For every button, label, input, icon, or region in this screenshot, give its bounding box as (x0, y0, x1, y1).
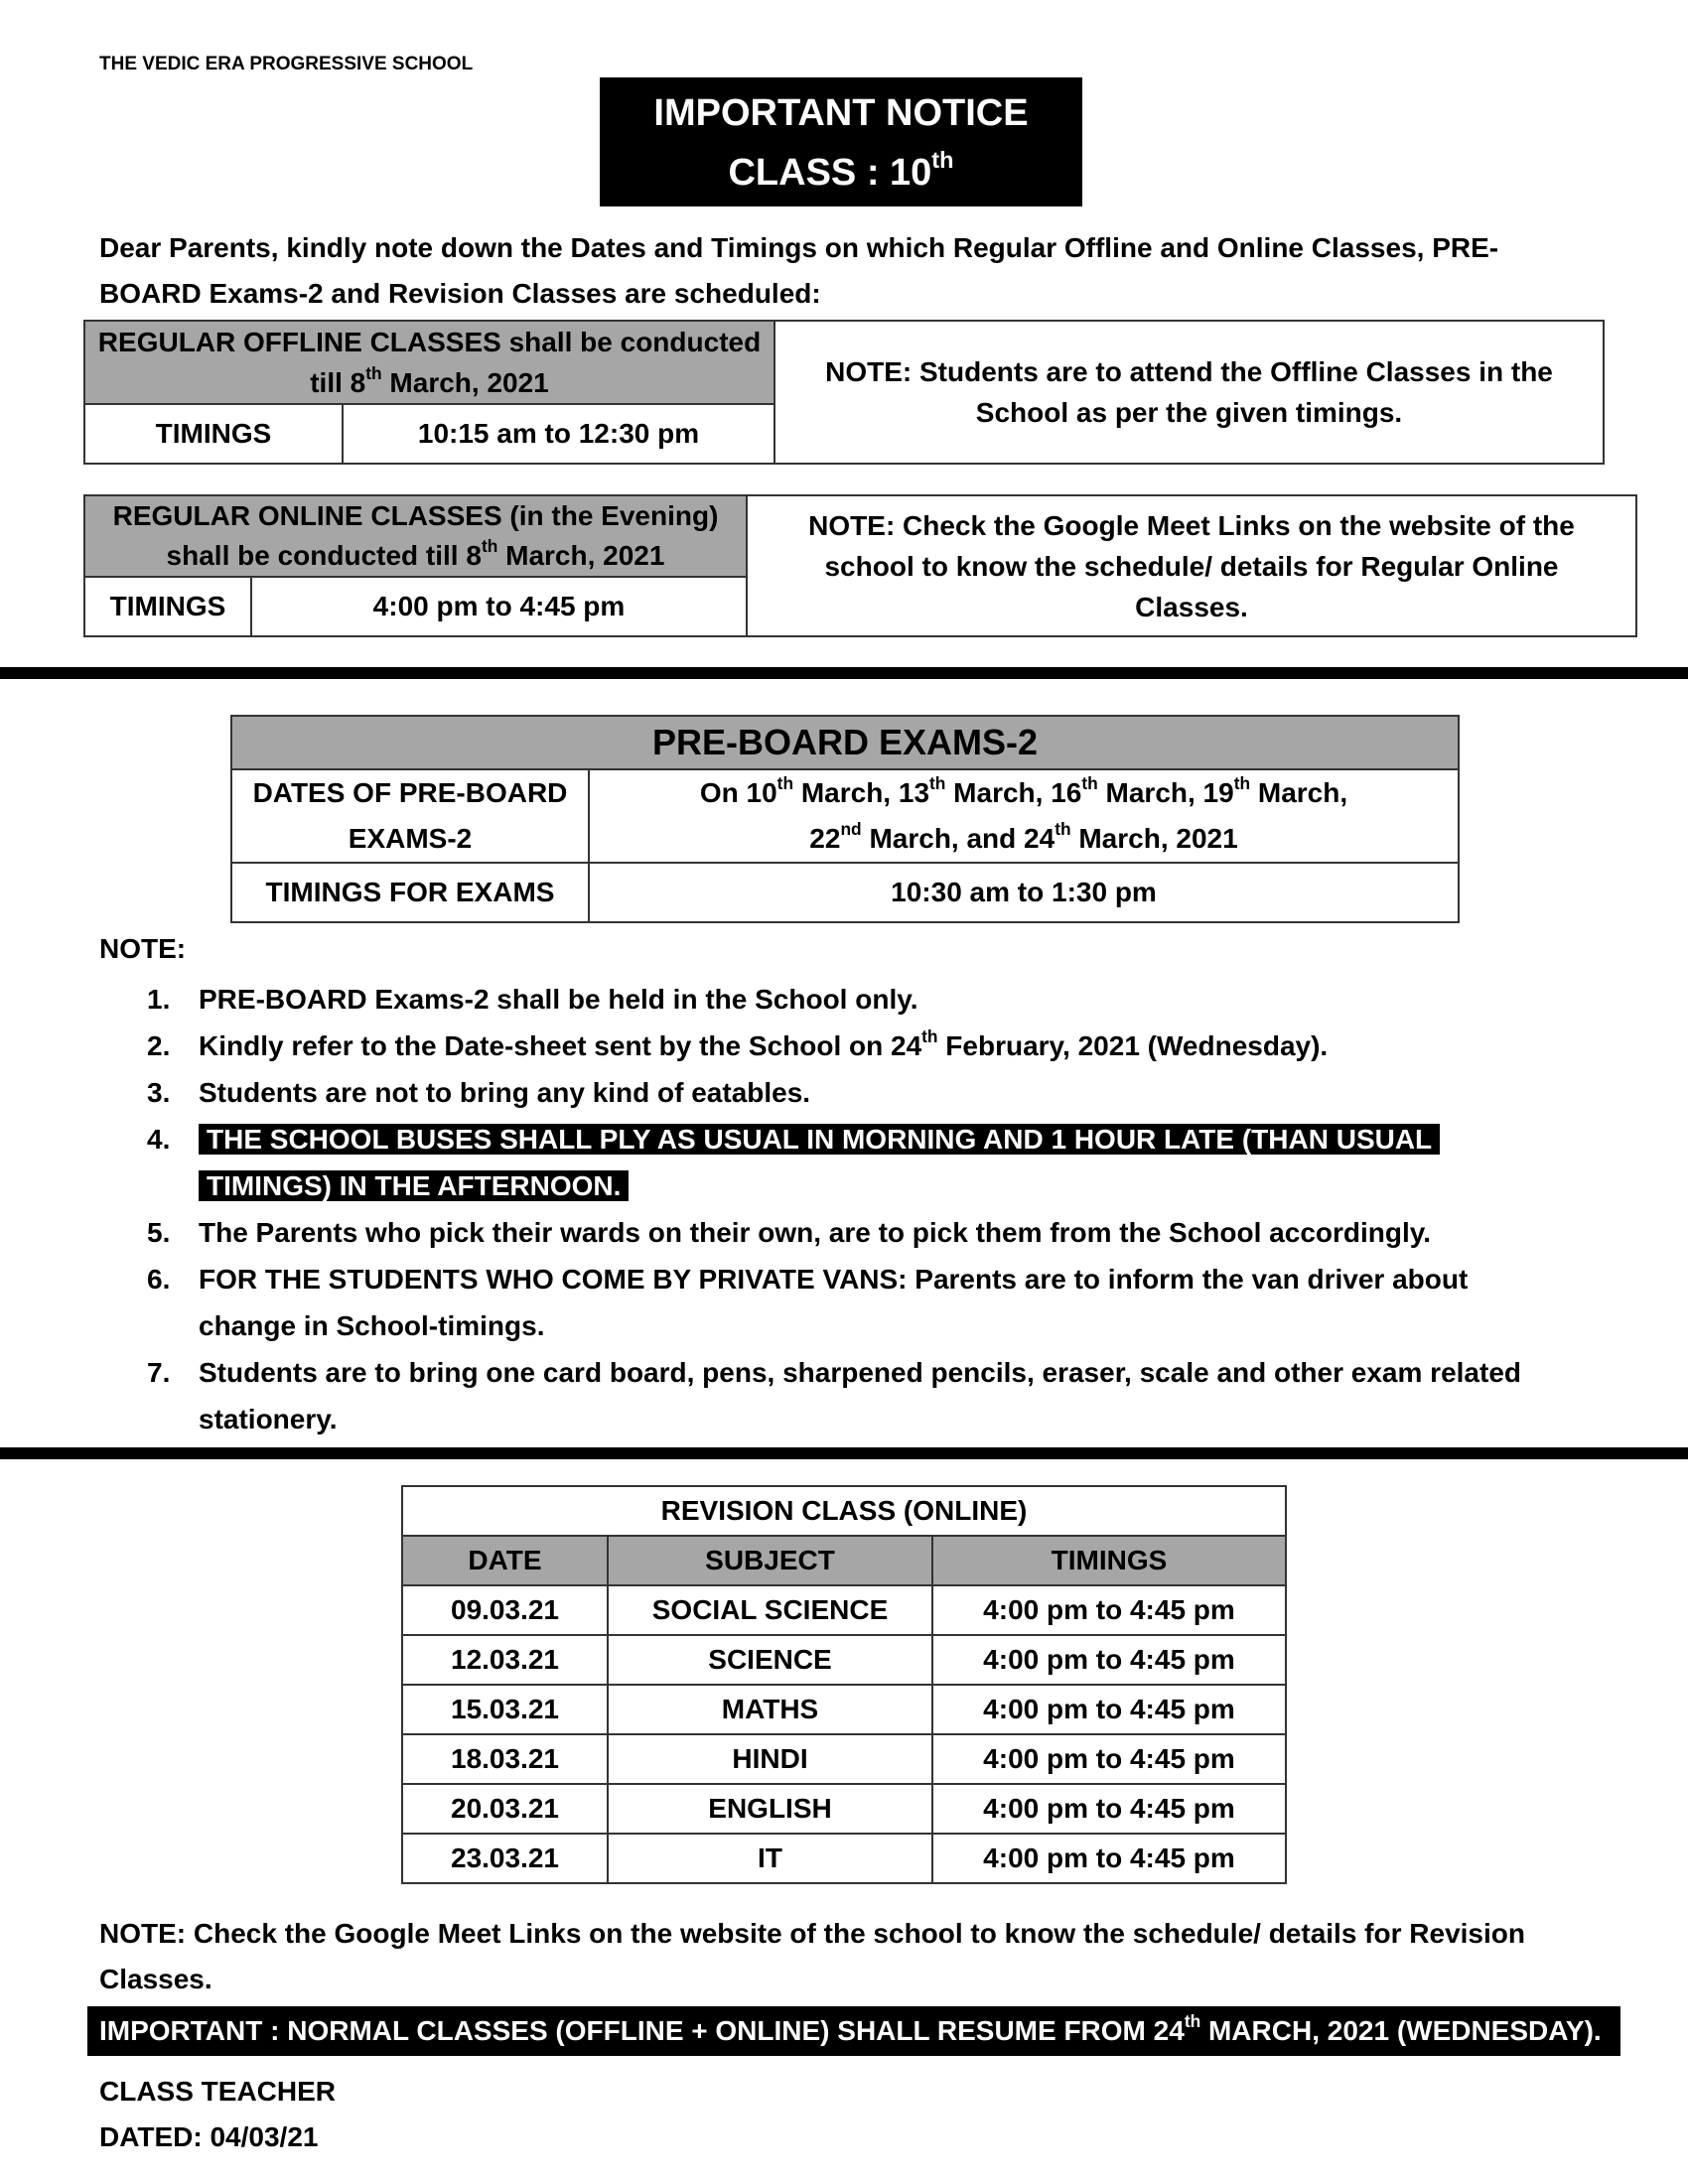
online-heading (84, 495, 747, 577)
preboard-date-part: March, and 24 (861, 823, 1055, 854)
table-cell-timings: 4:00 pm to 4:45 pm (932, 1635, 1286, 1685)
preboard-date-sup: th (929, 773, 946, 794)
preboard-date-part: March, 19 (1097, 777, 1234, 808)
online-timings-value: 4:00 pm to 4:45 pm (251, 577, 747, 636)
important-text-end: MARCH, 2021 (WEDNESDAY). (1200, 2015, 1602, 2046)
offline-note: NOTE: Students are to attend the Offline Classes in the School as per the given timings. (774, 321, 1604, 464)
table-cell-subject: HINDI (608, 1734, 932, 1784)
notes-heading: NOTE: (99, 933, 187, 964)
preboard-date-part: March, 13 (793, 777, 930, 808)
table-cell-subject: SOCIAL SCIENCE (608, 1585, 932, 1635)
list-item (147, 1209, 1587, 1256)
online-note: NOTE: Check the Google Meet Links on the website of the school to know the schedule/ details for Regular Online Classes. (747, 495, 1636, 636)
preboard-date-part: On 10 (699, 777, 777, 808)
important-sup: th (1184, 2011, 1201, 2032)
preboard-date-part: March, (1250, 777, 1348, 808)
notice-title (600, 77, 1082, 206)
table-cell-timings: 4:00 pm to 4:45 pm (932, 1834, 1286, 1883)
list-item (147, 976, 1587, 1023)
list-number: 4. (147, 1124, 171, 1155)
table-cell-timings: 4:00 pm to 4:45 pm (932, 1585, 1286, 1635)
dated-label: DATED: 04/03/21 (99, 2121, 319, 2152)
table-cell-date: 15.03.21 (402, 1685, 608, 1734)
preboard-date-sup: th (1055, 819, 1071, 840)
list-number: 5. (147, 1217, 171, 1248)
preboard-timings-label: TIMINGS FOR EXAMS (231, 863, 589, 922)
offline-timings-label: TIMINGS (84, 404, 343, 464)
preboard-dates-value (589, 769, 1459, 863)
list-number: 6. (147, 1264, 171, 1295)
offline-heading-line1: REGULAR OFFLINE CLASSES shall be conducted (97, 327, 762, 357)
notice-class-text: CLASS : 10 (728, 152, 932, 194)
table-cell-date: 12.03.21 (402, 1635, 608, 1685)
note-sup: th (921, 1026, 938, 1047)
table-cell-timings: 4:00 pm to 4:45 pm (932, 1784, 1286, 1834)
online-heading-line2-end: March, 2021 (497, 540, 665, 571)
preboard-dates-label-line1: DATES OF PRE-BOARD (252, 777, 568, 808)
offline-heading-line2: till 8 (310, 367, 366, 398)
highlighted-note-text: THE SCHOOL BUSES SHALL PLY AS USUAL IN MORNING AND 1 HOUR LATE (THAN USUAL TIMINGS) IN THE AFTERNOON. (199, 1124, 1440, 1201)
note-text: Students are to bring one card board, pens, sharpened pencils, eraser, scale and other exam related stationery. (199, 1357, 1521, 1434)
offline-heading (84, 321, 774, 404)
preboard-date-part: March, 2021 (1070, 823, 1238, 854)
important-banner (87, 2006, 1620, 2056)
table-cell-timings: 4:00 pm to 4:45 pm (932, 1734, 1286, 1784)
list-number: 2. (147, 1030, 171, 1061)
table-row (402, 1834, 1286, 1883)
table-row (402, 1685, 1286, 1734)
preboard-title: PRE-BOARD EXAMS-2 (231, 716, 1459, 769)
signature-block (99, 2069, 336, 2160)
preboard-date-part: 22 (809, 823, 841, 854)
notice-class-sup: th (931, 146, 954, 173)
note-text: PRE-BOARD Exams-2 shall be held in the School only. (199, 984, 918, 1015)
revision-title: REVISION CLASS (ONLINE) (402, 1486, 1286, 1536)
table-cell-date: 18.03.21 (402, 1734, 608, 1784)
list-number: 3. (147, 1077, 171, 1108)
revision-note: NOTE: Check the Google Meet Links on the website of the school to know the schedule/ details for Revision Classes. (99, 1918, 1525, 1994)
revision-header-row (402, 1536, 1286, 1585)
important-text: IMPORTANT : NORMAL CLASSES (OFFLINE + ONLINE) SHALL RESUME FROM 24 (99, 2015, 1185, 2046)
offline-heading-sup: th (365, 363, 382, 384)
preboard-table (230, 715, 1460, 923)
table-cell-subject: MATHS (608, 1685, 932, 1734)
online-heading-line2: shall be conducted till 8 (166, 540, 482, 571)
class-teacher-label: CLASS TEACHER (99, 2076, 337, 2107)
table-row (402, 1635, 1286, 1685)
offline-heading-line2-end: March, 2021 (381, 367, 549, 398)
section-divider (0, 1447, 1688, 1459)
column-header: DATE (402, 1536, 608, 1585)
table-row (402, 1585, 1286, 1635)
preboard-date-sup: th (776, 773, 794, 794)
table-cell-date: 09.03.21 (402, 1585, 608, 1635)
table-cell-date: 20.03.21 (402, 1784, 608, 1834)
table-cell-subject: ENGLISH (608, 1784, 932, 1834)
note-text (199, 1023, 1328, 1069)
preboard-date-sup: th (1081, 773, 1098, 794)
offline-timings-value: 10:15 am to 12:30 pm (343, 404, 774, 464)
column-header: TIMINGS (932, 1536, 1286, 1585)
table-row (402, 1734, 1286, 1784)
preboard-date-sup: nd (840, 819, 862, 840)
preboard-date-sup: th (1233, 773, 1251, 794)
list-item (147, 1256, 1587, 1349)
notice-class-line (600, 143, 1082, 203)
column-header: SUBJECT (608, 1536, 932, 1585)
table-cell-subject: SCIENCE (608, 1635, 932, 1685)
online-timings-label: TIMINGS (84, 577, 251, 636)
note-text-part: Kindly refer to the Date-sheet sent by the School on 24 (199, 1030, 922, 1061)
note-text: The Parents who pick their wards on their own, are to pick them from the School accordingly. (199, 1217, 1432, 1248)
table-row (402, 1784, 1286, 1834)
preboard-timings-value: 10:30 am to 1:30 pm (589, 863, 1459, 922)
online-heading-sup: th (481, 536, 498, 557)
online-classes-table (83, 494, 1637, 637)
table-cell-timings: 4:00 pm to 4:45 pm (932, 1685, 1286, 1734)
preboard-dates-label (231, 769, 589, 863)
preboard-date-part: March, 16 (945, 777, 1082, 808)
list-item (147, 1349, 1587, 1442)
list-item (147, 1116, 1587, 1209)
list-item (147, 1023, 1587, 1069)
intro-paragraph: Dear Parents, kindly note down the Dates and Timings on which Regular Offline and Online Classes, PRE-BOARD Exams-2 and Revision Classes are scheduled: (99, 232, 1499, 309)
offline-classes-table (83, 320, 1605, 465)
list-number: 1. (147, 984, 171, 1015)
list-number: 7. (147, 1357, 171, 1388)
preboard-dates-label-line2: EXAMS-2 (348, 823, 473, 854)
table-cell-date: 23.03.21 (402, 1834, 608, 1883)
list-item (147, 1069, 1587, 1116)
online-heading-line1: REGULAR ONLINE CLASSES (in the Evening) (112, 500, 719, 531)
school-name: THE VEDIC ERA PROGRESSIVE SCHOOL (99, 54, 474, 74)
notes-list (147, 976, 1587, 1442)
note-text-part: February, 2021 (Wednesday). (937, 1030, 1329, 1061)
revision-table (401, 1485, 1287, 1884)
notice-title-line1: IMPORTANT NOTICE (653, 92, 1029, 134)
note-text: Students are not to bring any kind of eatables. (199, 1077, 811, 1108)
table-cell-subject: IT (608, 1834, 932, 1883)
section-divider (0, 667, 1688, 679)
note-text: FOR THE STUDENTS WHO COME BY PRIVATE VANS: Parents are to inform the van driver about change in School-timings. (199, 1264, 1469, 1341)
